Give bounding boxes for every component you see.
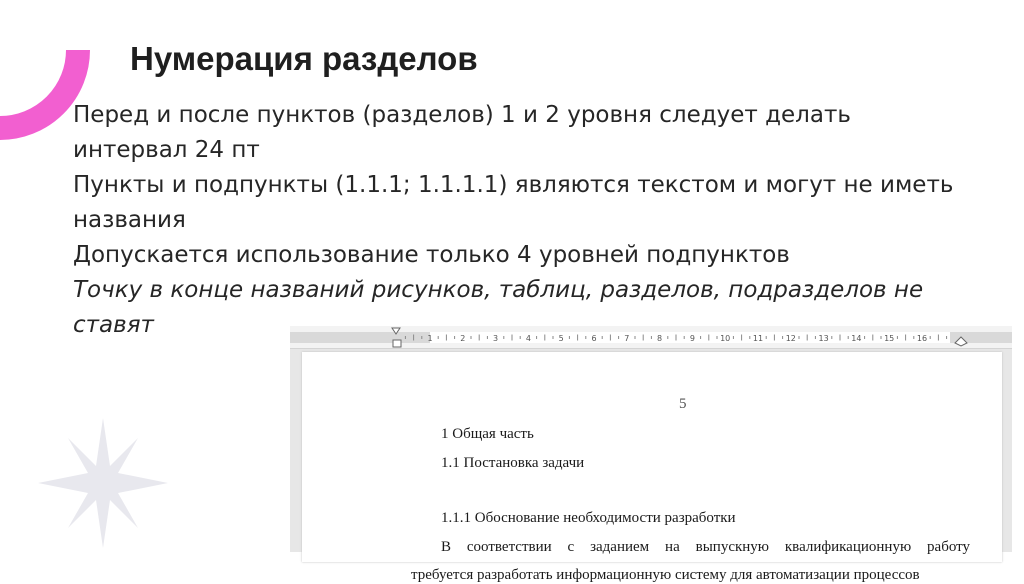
ruler-number: 16 [916,334,928,343]
body-line-italic: ставят [73,312,154,338]
ruler-number: 2 [460,334,466,343]
ruler-number: 13 [818,334,829,343]
body-line: Перед и после пунктов (разделов) 1 и 2 уровня следует делать [73,102,851,128]
ruler-number: 14 [851,334,862,343]
star-decoration [38,418,168,548]
ruler-number: 10 [720,334,731,343]
ruler-number: 1 [427,334,433,343]
left-indent-marker[interactable] [393,340,401,347]
document-page [302,352,1002,583]
body-line: Пункты и подпункты (1.1.1; 1.1.1.1) являются текстом и могут не иметь [73,172,954,198]
word-document-screenshot [290,326,1012,583]
slide-title: Нумерация разделов [130,40,478,77]
ruler-number: 5 [558,334,564,343]
heading-level-3: 1.1.1 Обоснование необходимости разработки [441,510,736,526]
paragraph-line: требуется разработать информационную систему для автоматизации процессов [411,567,920,583]
slide-body [73,98,993,343]
ruler-number: 3 [493,334,499,343]
ruler-number: 8 [657,334,663,343]
ruler-number: 7 [624,334,630,343]
ruler-ticks [290,326,1012,348]
heading-level-1: 1 Общая часть [441,426,534,442]
ruler-number: 11 [752,334,764,343]
horizontal-ruler [290,326,1012,349]
body-line: Допускается использование только 4 уровней подпунктов [73,242,790,268]
ruler-number: 6 [591,334,597,343]
body-line: названия [73,207,186,233]
paragraph-line: В соответствии с заданием на выпускную квалификационную работу [441,539,970,555]
body-line: интервал 24 пт [73,137,260,163]
heading-level-2: 1.1 Постановка задачи [441,455,585,471]
ruler-number: 12 [785,334,796,343]
body-line-italic: Точку в конце названий рисунков, таблиц, разделов, подразделов не [73,277,924,303]
ruler-number: 15 [884,334,895,343]
page-number: 5 [679,396,687,412]
ruler-number: 9 [689,334,695,343]
ruler-number: 4 [525,334,531,343]
